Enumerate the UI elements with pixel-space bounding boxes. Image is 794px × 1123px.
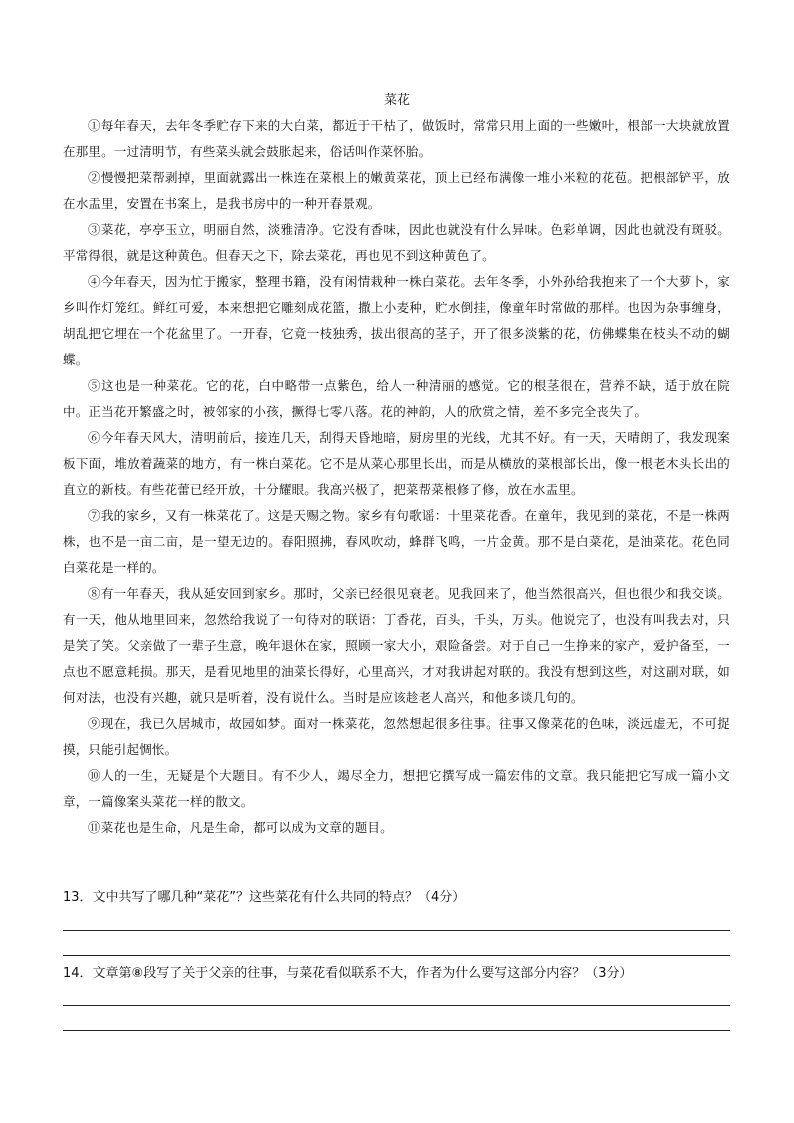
paragraph-6: ⑥今年春天风大，清明前后，接连几天，刮得天昏地暗，厨房里的光线，尤其不好。有一天，天晴朗了，我发现案板下面，堆放着蔬菜的地方，有一株白菜花。它不是从菜心那里长出，而是从横放的菜根部长出，像一根老木头长出的直立的新枝。有些花蕾已经开放，十分耀眼。我高兴极了，把菜帮菜根修了修，放在水盂里。 — [63, 430, 730, 497]
answer-line[interactable] — [63, 1005, 730, 1006]
answer-line[interactable] — [63, 930, 730, 931]
answer-line[interactable] — [63, 955, 730, 956]
paragraph-4: ④今年春天，因为忙于搬家，整理书籍，没有闲情栽种一株白菜花。去年冬季，小外孙给我抱来了一个大萝卜，家乡叫作灯笼红。鲜红可爱，本来想把它雕刻成花篮，撒上小麦种，贮水倒挂，像童年时常做的那样。也因为杂事缠身，胡乱把它埋在一个花盆里了。一开春，它竟一枝独秀，拔出很高的茎子，开了很多淡紫的花，仿佛蝶集在枝头不动的蝴蝶。 — [63, 274, 730, 367]
paragraph-5: ⑤这也是一种菜花。它的花，白中略带一点紫色，给人一种清丽的感觉。它的根茎很在，营养不缺，适于放在院中。正当花开繁盛之时，被邻家的小孩，撅得七零八落。花的神韵，人的欣赏之情，差不多完全丧失了。 — [63, 378, 730, 419]
paragraph-9: ⑨现在，我已久居城市，故园如梦。面对一株菜花，忽然想起很多往事。往事又像菜花的色味，淡远虚无，不可捉摸，只能引起惆怅。 — [63, 716, 730, 757]
paragraph-2: ②慢慢把菜帮剥掉，里面就露出一株连在菜根上的嫩黄菜花，顶上已经布满像一堆小米粒的花苞。把根部铲平，放在水盂里，安置在书案上，是我书房中的一种开春景观。 — [63, 170, 730, 211]
answer-line[interactable] — [63, 1030, 730, 1031]
paragraph-11: ⑪菜花也是生命，凡是生命，都可以成为文章的题目。 — [88, 820, 393, 835]
article-body — [63, 113, 730, 841]
paragraph-7: ⑦我的家乡，又有一株菜花了。这是天赐之物。家乡有句歌谣：十里菜花香。在童年，我见到的菜花，不是一株两株，也不是一亩二亩，是一望无边的。春阳照拂，春风吹动，蜂群飞鸣，一片金黄。那不是白菜花，是油菜花。花色同白菜花是一样的。 — [63, 508, 730, 575]
paragraph-3: ③菜花，亭亭玉立，明丽自然，淡雅清净。它没有香味，因此也就没有什么异味。色彩单调，因此也就没有斑驳。平常得很，就是这种黄色。但春天之下，除去菜花，再也见不到这种黄色了。 — [63, 222, 730, 263]
question-13: 13．文中共写了哪几种“菜花”？这些菜花有什么共同的特点？（4分） — [63, 890, 466, 905]
paragraph-8: ⑧有一年春天，我从延安回到家乡。那时，父亲已经很见衰老。见我回来了，他当然很高兴，但也很少和我交谈。有一天，他从地里回来，忽然给我说了一句待对的联语：丁香花，百头，千头，万头。他说完了，也没有叫我去对，只是笑了笑。父亲做了一辈子生意，晚年退休在家，照顾一家大小，艰险备尝。对于自己一生挣来的家产，爱护备至，一点也不愿意耗损。那天，是看见地里的油菜长得好，心里高兴，才对我讲起对联的。我没有想到这些，对这副对联，如何对法，也没有兴趣，就只是听着，没有说什么。当时是应该趁老人高兴，和他多谈几句的。 — [63, 586, 730, 705]
question-14: 14．文章第⑧段写了关于父亲的往事，与菜花看似联系不大，作者为什么要写这部分内容？（3分） — [63, 966, 633, 981]
paragraph-1: ①每年春天，去年冬季贮存下来的大白菜，都近于干枯了，做饭时，常常只用上面的一些嫩叶，根部一大块就放置在那里。一过清明节，有些菜头就会鼓胀起来，俗话叫作菜怀胎。 — [63, 118, 730, 159]
article-title: 菜花 — [383, 93, 410, 108]
paragraph-10: ⑩人的一生，无疑是个大题目。有不少人，竭尽全力，想把它撰写成一篇宏伟的文章。我只能把它写成一篇小文章，一篇像案头菜花一样的散文。 — [63, 768, 730, 809]
